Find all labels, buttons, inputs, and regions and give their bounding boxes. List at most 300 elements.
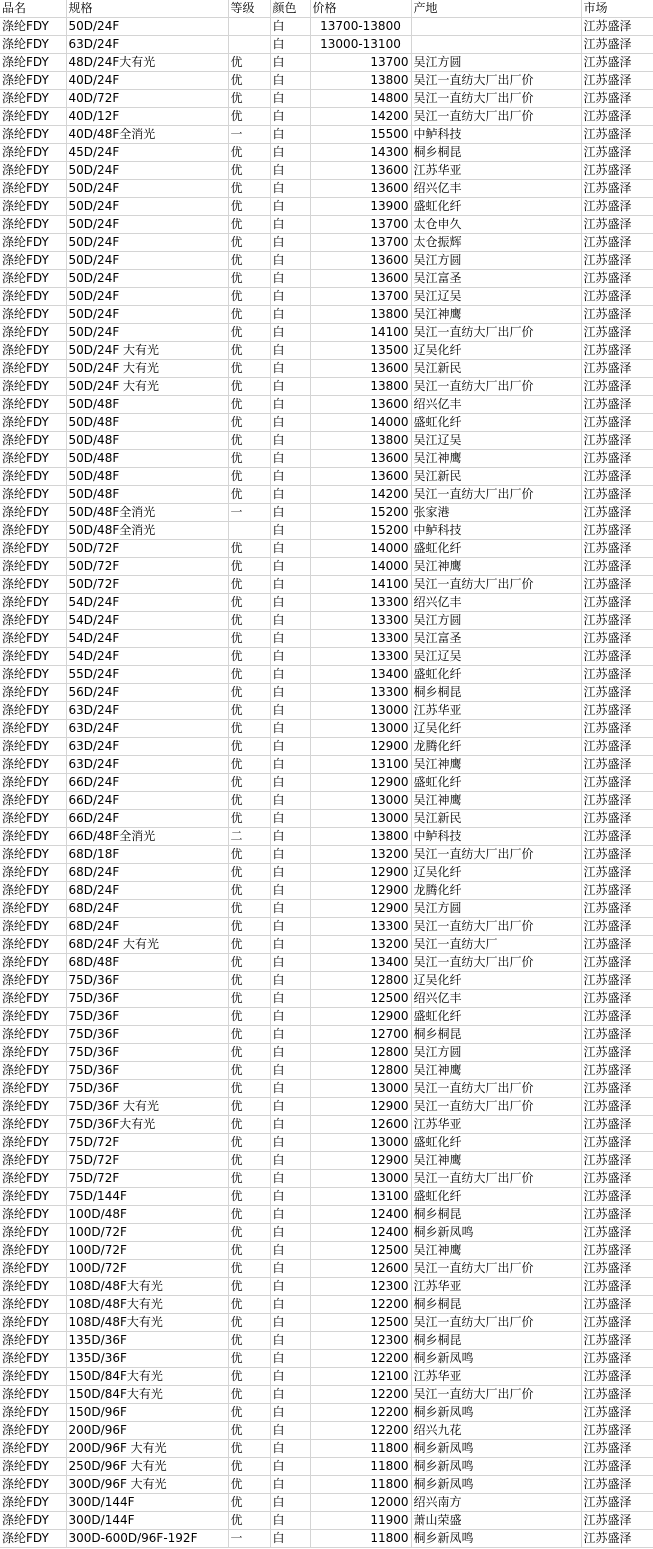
cell-product[interactable]: 涤纶FDY	[0, 954, 66, 972]
cell-origin[interactable]: 吴江一直纺大厂出厂价	[411, 576, 581, 594]
cell-grade[interactable]: 优	[228, 270, 270, 288]
cell-market[interactable]: 江苏盛泽	[581, 900, 653, 918]
cell-grade[interactable]: 优	[228, 198, 270, 216]
cell-origin[interactable]: 吴江一直纺大厂出厂价	[411, 918, 581, 936]
cell-color[interactable]: 白	[270, 1116, 310, 1134]
cell-market[interactable]: 江苏盛泽	[581, 72, 653, 90]
cell-product[interactable]: 涤纶FDY	[0, 540, 66, 558]
cell-product[interactable]: 涤纶FDY	[0, 198, 66, 216]
cell-color[interactable]: 白	[270, 468, 310, 486]
cell-product[interactable]: 涤纶FDY	[0, 792, 66, 810]
cell-grade[interactable]: 优	[228, 54, 270, 72]
cell-price[interactable]: 12300	[310, 1278, 411, 1296]
cell-price[interactable]: 12900	[310, 864, 411, 882]
cell-spec[interactable]: 150D/96F	[66, 1404, 228, 1422]
cell-origin[interactable]: 桐乡新凤鸣	[411, 1530, 581, 1548]
cell-market[interactable]: 江苏盛泽	[581, 216, 653, 234]
cell-price[interactable]: 12800	[310, 1062, 411, 1080]
cell-color[interactable]: 白	[270, 900, 310, 918]
cell-origin[interactable]: 龙腾化纤	[411, 738, 581, 756]
cell-origin[interactable]: 吴江一直纺大厂出厂价	[411, 1170, 581, 1188]
cell-spec[interactable]: 108D/48F大有光	[66, 1278, 228, 1296]
cell-origin[interactable]: 吴江富圣	[411, 630, 581, 648]
cell-grade[interactable]: 优	[228, 1458, 270, 1476]
cell-grade[interactable]: 优	[228, 342, 270, 360]
cell-price[interactable]: 14200	[310, 486, 411, 504]
cell-market[interactable]: 江苏盛泽	[581, 558, 653, 576]
cell-spec[interactable]: 75D/36F 大有光	[66, 1098, 228, 1116]
cell-grade[interactable]: 优	[228, 1188, 270, 1206]
cell-market[interactable]: 江苏盛泽	[581, 1044, 653, 1062]
cell-spec[interactable]: 66D/24F	[66, 810, 228, 828]
cell-grade[interactable]	[228, 522, 270, 540]
cell-color[interactable]: 白	[270, 126, 310, 144]
cell-product[interactable]: 涤纶FDY	[0, 1134, 66, 1152]
cell-spec[interactable]: 66D/24F	[66, 792, 228, 810]
cell-spec[interactable]: 63D/24F	[66, 720, 228, 738]
cell-color[interactable]: 白	[270, 36, 310, 54]
cell-market[interactable]: 江苏盛泽	[581, 504, 653, 522]
cell-origin[interactable]: 张家港	[411, 504, 581, 522]
cell-spec[interactable]: 50D/24F	[66, 324, 228, 342]
cell-product[interactable]: 涤纶FDY	[0, 1332, 66, 1350]
cell-price[interactable]: 12800	[310, 972, 411, 990]
cell-price[interactable]: 13300	[310, 918, 411, 936]
cell-color[interactable]: 白	[270, 504, 310, 522]
cell-grade[interactable]: 优	[228, 1134, 270, 1152]
cell-origin[interactable]: 盛虹化纤	[411, 774, 581, 792]
cell-spec[interactable]: 300D/144F	[66, 1512, 228, 1530]
cell-market[interactable]: 江苏盛泽	[581, 630, 653, 648]
cell-product[interactable]: 涤纶FDY	[0, 720, 66, 738]
cell-spec[interactable]: 63D/24F	[66, 36, 228, 54]
cell-grade[interactable]: 优	[228, 450, 270, 468]
cell-spec[interactable]: 50D/24F	[66, 234, 228, 252]
cell-grade[interactable]: 优	[228, 1278, 270, 1296]
cell-grade[interactable]: 优	[228, 1098, 270, 1116]
cell-color[interactable]: 白	[270, 144, 310, 162]
cell-price[interactable]: 15200	[310, 522, 411, 540]
cell-market[interactable]: 江苏盛泽	[581, 360, 653, 378]
cell-spec[interactable]: 50D/24F 大有光	[66, 378, 228, 396]
cell-price[interactable]: 13600	[310, 180, 411, 198]
cell-price[interactable]: 13200	[310, 936, 411, 954]
cell-grade[interactable]: 优	[228, 180, 270, 198]
cell-grade[interactable]: 优	[228, 1512, 270, 1530]
cell-color[interactable]: 白	[270, 738, 310, 756]
cell-color[interactable]: 白	[270, 1152, 310, 1170]
cell-market[interactable]: 江苏盛泽	[581, 1278, 653, 1296]
cell-origin[interactable]: 吴江一直纺大厂出厂价	[411, 72, 581, 90]
header-origin[interactable]: 产地	[411, 0, 581, 18]
cell-color[interactable]: 白	[270, 792, 310, 810]
cell-price[interactable]: 12100	[310, 1368, 411, 1386]
cell-color[interactable]: 白	[270, 1026, 310, 1044]
cell-color[interactable]: 白	[270, 54, 310, 72]
cell-origin[interactable]: 盛虹化纤	[411, 540, 581, 558]
cell-market[interactable]: 江苏盛泽	[581, 1098, 653, 1116]
cell-spec[interactable]: 40D/48F全消光	[66, 126, 228, 144]
cell-grade[interactable]: 优	[228, 1296, 270, 1314]
cell-origin[interactable]: 吴江一直纺大厂出厂价	[411, 1098, 581, 1116]
cell-price[interactable]: 13300	[310, 612, 411, 630]
cell-price[interactable]: 13700	[310, 288, 411, 306]
cell-price[interactable]: 12800	[310, 1044, 411, 1062]
cell-color[interactable]: 白	[270, 558, 310, 576]
cell-market[interactable]: 江苏盛泽	[581, 1260, 653, 1278]
cell-product[interactable]: 涤纶FDY	[0, 522, 66, 540]
cell-color[interactable]: 白	[270, 1134, 310, 1152]
cell-market[interactable]: 江苏盛泽	[581, 414, 653, 432]
cell-price[interactable]: 13600	[310, 396, 411, 414]
cell-product[interactable]: 涤纶FDY	[0, 774, 66, 792]
cell-price[interactable]: 13000	[310, 1170, 411, 1188]
cell-market[interactable]: 江苏盛泽	[581, 1476, 653, 1494]
cell-price[interactable]: 13000	[310, 702, 411, 720]
cell-origin[interactable]	[411, 36, 581, 54]
cell-color[interactable]: 白	[270, 954, 310, 972]
cell-product[interactable]: 涤纶FDY	[0, 594, 66, 612]
cell-grade[interactable]: 优	[228, 1440, 270, 1458]
cell-price[interactable]: 14000	[310, 540, 411, 558]
cell-product[interactable]: 涤纶FDY	[0, 1062, 66, 1080]
cell-product[interactable]: 涤纶FDY	[0, 126, 66, 144]
cell-origin[interactable]: 桐乡新凤鸣	[411, 1476, 581, 1494]
cell-product[interactable]: 涤纶FDY	[0, 1476, 66, 1494]
cell-market[interactable]: 江苏盛泽	[581, 1188, 653, 1206]
cell-origin[interactable]: 太仓申久	[411, 216, 581, 234]
cell-market[interactable]: 江苏盛泽	[581, 720, 653, 738]
cell-grade[interactable]: 优	[228, 900, 270, 918]
cell-grade[interactable]: 优	[228, 1242, 270, 1260]
cell-spec[interactable]: 68D/24F	[66, 864, 228, 882]
cell-spec[interactable]: 50D/72F	[66, 576, 228, 594]
cell-product[interactable]: 涤纶FDY	[0, 1224, 66, 1242]
cell-color[interactable]: 白	[270, 1494, 310, 1512]
cell-market[interactable]: 江苏盛泽	[581, 54, 653, 72]
cell-color[interactable]: 白	[270, 702, 310, 720]
cell-grade[interactable]: 优	[228, 720, 270, 738]
cell-product[interactable]: 涤纶FDY	[0, 306, 66, 324]
cell-color[interactable]: 白	[270, 648, 310, 666]
cell-product[interactable]: 涤纶FDY	[0, 1278, 66, 1296]
cell-color[interactable]: 白	[270, 522, 310, 540]
cell-grade[interactable]: 优	[228, 216, 270, 234]
cell-spec[interactable]: 40D/72F	[66, 90, 228, 108]
cell-origin[interactable]: 辽吴化纤	[411, 972, 581, 990]
cell-spec[interactable]: 50D/24F	[66, 216, 228, 234]
cell-origin[interactable]: 吴江一直纺大厂出厂价	[411, 1314, 581, 1332]
cell-grade[interactable]: 优	[228, 756, 270, 774]
cell-color[interactable]: 白	[270, 1314, 310, 1332]
cell-spec[interactable]: 300D/144F	[66, 1494, 228, 1512]
cell-market[interactable]: 江苏盛泽	[581, 1512, 653, 1530]
cell-price[interactable]: 13800	[310, 432, 411, 450]
cell-spec[interactable]: 50D/24F 大有光	[66, 360, 228, 378]
cell-color[interactable]: 白	[270, 630, 310, 648]
cell-origin[interactable]: 吴江新民	[411, 468, 581, 486]
cell-price[interactable]: 12500	[310, 990, 411, 1008]
cell-color[interactable]: 白	[270, 1422, 310, 1440]
cell-market[interactable]: 江苏盛泽	[581, 1494, 653, 1512]
cell-price[interactable]: 14200	[310, 108, 411, 126]
cell-spec[interactable]: 75D/36F	[66, 1026, 228, 1044]
cell-product[interactable]: 涤纶FDY	[0, 1260, 66, 1278]
cell-market[interactable]: 江苏盛泽	[581, 1008, 653, 1026]
cell-market[interactable]: 江苏盛泽	[581, 234, 653, 252]
header-spec[interactable]: 规格	[66, 0, 228, 18]
cell-product[interactable]: 涤纶FDY	[0, 1026, 66, 1044]
cell-price[interactable]: 12900	[310, 1008, 411, 1026]
cell-product[interactable]: 涤纶FDY	[0, 414, 66, 432]
cell-grade[interactable]	[228, 18, 270, 36]
cell-product[interactable]: 涤纶FDY	[0, 1458, 66, 1476]
cell-color[interactable]: 白	[270, 972, 310, 990]
cell-market[interactable]: 江苏盛泽	[581, 342, 653, 360]
cell-market[interactable]: 江苏盛泽	[581, 1224, 653, 1242]
cell-product[interactable]: 涤纶FDY	[0, 324, 66, 342]
cell-spec[interactable]: 63D/24F	[66, 756, 228, 774]
cell-color[interactable]: 白	[270, 846, 310, 864]
cell-color[interactable]: 白	[270, 612, 310, 630]
cell-spec[interactable]: 40D/12F	[66, 108, 228, 126]
cell-price[interactable]: 13700-13800	[310, 18, 411, 36]
cell-product[interactable]: 涤纶FDY	[0, 216, 66, 234]
cell-market[interactable]: 江苏盛泽	[581, 468, 653, 486]
cell-color[interactable]: 白	[270, 756, 310, 774]
cell-product[interactable]: 涤纶FDY	[0, 450, 66, 468]
cell-price[interactable]: 12200	[310, 1350, 411, 1368]
cell-grade[interactable]: 优	[228, 954, 270, 972]
cell-grade[interactable]: 优	[228, 1152, 270, 1170]
cell-origin[interactable]: 绍兴九花	[411, 1422, 581, 1440]
cell-spec[interactable]: 250D/96F 大有光	[66, 1458, 228, 1476]
cell-price[interactable]: 13000	[310, 1134, 411, 1152]
cell-grade[interactable]: 优	[228, 162, 270, 180]
cell-product[interactable]: 涤纶FDY	[0, 810, 66, 828]
cell-price[interactable]: 14800	[310, 90, 411, 108]
cell-price[interactable]: 13000	[310, 1080, 411, 1098]
cell-product[interactable]: 涤纶FDY	[0, 360, 66, 378]
cell-price[interactable]: 12000	[310, 1494, 411, 1512]
cell-spec[interactable]: 50D/24F	[66, 252, 228, 270]
cell-price[interactable]: 14000	[310, 558, 411, 576]
cell-color[interactable]: 白	[270, 342, 310, 360]
cell-product[interactable]: 涤纶FDY	[0, 342, 66, 360]
cell-origin[interactable]: 萧山荣盛	[411, 1512, 581, 1530]
cell-grade[interactable]: 优	[228, 288, 270, 306]
cell-grade[interactable]: 优	[228, 990, 270, 1008]
cell-price[interactable]: 13000-13100	[310, 36, 411, 54]
cell-product[interactable]: 涤纶FDY	[0, 900, 66, 918]
cell-product[interactable]: 涤纶FDY	[0, 972, 66, 990]
cell-market[interactable]: 江苏盛泽	[581, 1422, 653, 1440]
cell-color[interactable]: 白	[270, 1404, 310, 1422]
cell-product[interactable]: 涤纶FDY	[0, 990, 66, 1008]
cell-color[interactable]: 白	[270, 864, 310, 882]
cell-grade[interactable]: 优	[228, 972, 270, 990]
cell-origin[interactable]: 吴江辽吴	[411, 288, 581, 306]
cell-color[interactable]: 白	[270, 576, 310, 594]
cell-product[interactable]: 涤纶FDY	[0, 882, 66, 900]
cell-grade[interactable]: 优	[228, 396, 270, 414]
cell-spec[interactable]: 50D/48F	[66, 486, 228, 504]
cell-product[interactable]: 涤纶FDY	[0, 1530, 66, 1548]
cell-spec[interactable]: 50D/72F	[66, 540, 228, 558]
cell-origin[interactable]: 江苏华亚	[411, 1368, 581, 1386]
header-color[interactable]: 颜色	[270, 0, 310, 18]
cell-origin[interactable]: 吴江一直纺大厂出厂价	[411, 90, 581, 108]
cell-color[interactable]: 白	[270, 990, 310, 1008]
cell-origin[interactable]: 吴江一直纺大厂出厂价	[411, 846, 581, 864]
cell-color[interactable]: 白	[270, 1530, 310, 1548]
cell-price[interactable]: 14100	[310, 324, 411, 342]
cell-price[interactable]: 12500	[310, 1242, 411, 1260]
cell-spec[interactable]: 135D/36F	[66, 1350, 228, 1368]
cell-grade[interactable]: 优	[228, 486, 270, 504]
cell-grade[interactable]: 优	[228, 108, 270, 126]
cell-color[interactable]: 白	[270, 72, 310, 90]
cell-origin[interactable]: 桐乡新凤鸣	[411, 1404, 581, 1422]
cell-product[interactable]: 涤纶FDY	[0, 1422, 66, 1440]
cell-origin[interactable]: 盛虹化纤	[411, 1134, 581, 1152]
cell-price[interactable]: 14300	[310, 144, 411, 162]
cell-price[interactable]: 12200	[310, 1386, 411, 1404]
cell-price[interactable]: 12900	[310, 1098, 411, 1116]
cell-price[interactable]: 14100	[310, 576, 411, 594]
cell-market[interactable]: 江苏盛泽	[581, 738, 653, 756]
cell-product[interactable]: 涤纶FDY	[0, 576, 66, 594]
cell-color[interactable]: 白	[270, 1476, 310, 1494]
cell-market[interactable]: 江苏盛泽	[581, 1368, 653, 1386]
cell-price[interactable]: 12500	[310, 1314, 411, 1332]
cell-product[interactable]: 涤纶FDY	[0, 558, 66, 576]
cell-spec[interactable]: 50D/48F	[66, 468, 228, 486]
cell-product[interactable]: 涤纶FDY	[0, 1116, 66, 1134]
cell-spec[interactable]: 100D/72F	[66, 1260, 228, 1278]
cell-color[interactable]: 白	[270, 918, 310, 936]
cell-grade[interactable]: 优	[228, 846, 270, 864]
cell-product[interactable]: 涤纶FDY	[0, 486, 66, 504]
cell-price[interactable]: 12300	[310, 1332, 411, 1350]
cell-color[interactable]: 白	[270, 666, 310, 684]
cell-origin[interactable]: 吴江一直纺大厂出厂价	[411, 486, 581, 504]
cell-origin[interactable]: 龙腾化纤	[411, 882, 581, 900]
cell-price[interactable]: 13600	[310, 360, 411, 378]
cell-grade[interactable]: 优	[228, 1206, 270, 1224]
cell-origin[interactable]: 辽吴化纤	[411, 342, 581, 360]
cell-price[interactable]: 13600	[310, 252, 411, 270]
cell-grade[interactable]: 优	[228, 1368, 270, 1386]
cell-origin[interactable]: 中鲈科技	[411, 126, 581, 144]
cell-price[interactable]: 12400	[310, 1206, 411, 1224]
cell-product[interactable]: 涤纶FDY	[0, 612, 66, 630]
cell-spec[interactable]: 54D/24F	[66, 612, 228, 630]
cell-market[interactable]: 江苏盛泽	[581, 522, 653, 540]
cell-product[interactable]: 涤纶FDY	[0, 270, 66, 288]
cell-price[interactable]: 11800	[310, 1458, 411, 1476]
cell-price[interactable]: 13300	[310, 630, 411, 648]
cell-grade[interactable]: 优	[228, 810, 270, 828]
cell-market[interactable]: 江苏盛泽	[581, 144, 653, 162]
cell-origin[interactable]: 太仓振辉	[411, 234, 581, 252]
cell-grade[interactable]: 优	[228, 360, 270, 378]
cell-origin[interactable]: 吴江辽吴	[411, 432, 581, 450]
cell-spec[interactable]: 45D/24F	[66, 144, 228, 162]
cell-grade[interactable]: 优	[228, 630, 270, 648]
cell-origin[interactable]: 吴江神鹰	[411, 306, 581, 324]
cell-color[interactable]: 白	[270, 1278, 310, 1296]
cell-origin[interactable]: 吴江新民	[411, 810, 581, 828]
cell-grade[interactable]: 优	[228, 324, 270, 342]
cell-origin[interactable]: 辽吴化纤	[411, 720, 581, 738]
cell-price[interactable]: 12900	[310, 882, 411, 900]
cell-grade[interactable]: 优	[228, 702, 270, 720]
cell-price[interactable]: 13700	[310, 54, 411, 72]
cell-product[interactable]: 涤纶FDY	[0, 846, 66, 864]
cell-grade[interactable]: 优	[228, 1314, 270, 1332]
cell-product[interactable]: 涤纶FDY	[0, 252, 66, 270]
cell-price[interactable]: 13300	[310, 648, 411, 666]
cell-product[interactable]: 涤纶FDY	[0, 1044, 66, 1062]
cell-product[interactable]: 涤纶FDY	[0, 648, 66, 666]
cell-market[interactable]: 江苏盛泽	[581, 918, 653, 936]
cell-spec[interactable]: 75D/36F	[66, 1080, 228, 1098]
cell-grade[interactable]: 优	[228, 1116, 270, 1134]
cell-origin[interactable]: 吴江方圆	[411, 1044, 581, 1062]
cell-market[interactable]: 江苏盛泽	[581, 576, 653, 594]
cell-color[interactable]: 白	[270, 1170, 310, 1188]
cell-product[interactable]: 涤纶FDY	[0, 1440, 66, 1458]
cell-market[interactable]: 江苏盛泽	[581, 1080, 653, 1098]
cell-market[interactable]: 江苏盛泽	[581, 1026, 653, 1044]
cell-product[interactable]: 涤纶FDY	[0, 1512, 66, 1530]
cell-product[interactable]: 涤纶FDY	[0, 1404, 66, 1422]
cell-spec[interactable]: 66D/48F全消光	[66, 828, 228, 846]
cell-product[interactable]: 涤纶FDY	[0, 1008, 66, 1026]
cell-origin[interactable]: 绍兴亿丰	[411, 396, 581, 414]
cell-spec[interactable]: 75D/36F大有光	[66, 1116, 228, 1134]
cell-price[interactable]: 12900	[310, 900, 411, 918]
cell-market[interactable]: 江苏盛泽	[581, 162, 653, 180]
cell-spec[interactable]: 75D/72F	[66, 1170, 228, 1188]
cell-market[interactable]: 江苏盛泽	[581, 702, 653, 720]
cell-color[interactable]: 白	[270, 180, 310, 198]
cell-market[interactable]: 江苏盛泽	[581, 1386, 653, 1404]
cell-price[interactable]: 13300	[310, 684, 411, 702]
cell-product[interactable]: 涤纶FDY	[0, 1314, 66, 1332]
cell-color[interactable]: 白	[270, 1098, 310, 1116]
cell-origin[interactable]: 吴江一直纺大厂出厂价	[411, 1080, 581, 1098]
cell-origin[interactable]: 桐乡新凤鸣	[411, 1350, 581, 1368]
cell-grade[interactable]: 优	[228, 648, 270, 666]
cell-grade[interactable]: 优	[228, 1062, 270, 1080]
cell-spec[interactable]: 54D/24F	[66, 630, 228, 648]
cell-market[interactable]: 江苏盛泽	[581, 954, 653, 972]
cell-market[interactable]: 江苏盛泽	[581, 846, 653, 864]
cell-spec[interactable]: 100D/72F	[66, 1242, 228, 1260]
cell-grade[interactable]: 优	[228, 1404, 270, 1422]
cell-market[interactable]: 江苏盛泽	[581, 936, 653, 954]
cell-origin[interactable]: 绍兴南方	[411, 1494, 581, 1512]
cell-grade[interactable]: 优	[228, 1476, 270, 1494]
cell-origin[interactable]: 盛虹化纤	[411, 666, 581, 684]
cell-spec[interactable]: 63D/24F	[66, 702, 228, 720]
cell-grade[interactable]: 一	[228, 504, 270, 522]
cell-market[interactable]: 江苏盛泽	[581, 594, 653, 612]
cell-spec[interactable]: 55D/24F	[66, 666, 228, 684]
cell-market[interactable]: 江苏盛泽	[581, 1206, 653, 1224]
